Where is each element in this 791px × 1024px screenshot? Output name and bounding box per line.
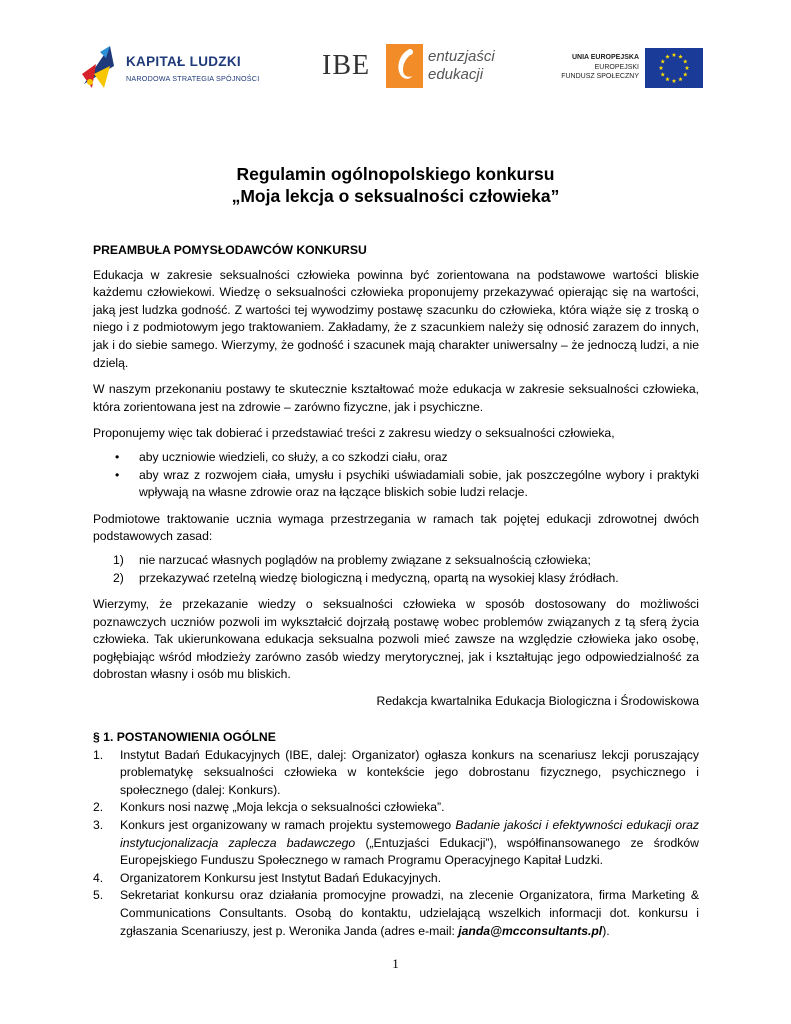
eu-star-icon xyxy=(665,77,670,81)
preamble-paragraph-3: Proponujemy więc tak dobierać i przedstawiać treści z zakresu wiedzy o seksualności człowieka, xyxy=(93,426,615,441)
list-item xyxy=(93,870,699,888)
list-number: 3. xyxy=(93,817,104,832)
eu-star-icon xyxy=(683,59,688,63)
eu-star-icon xyxy=(659,66,664,70)
preamble-bullet-list xyxy=(93,449,699,502)
eu-stars-icon xyxy=(645,48,703,88)
eu-star-icon xyxy=(660,59,665,63)
list-text: Konkurs nosi nazwę „Moja lekcja o seksualności człowieka”. xyxy=(120,800,445,815)
list-item xyxy=(93,570,699,588)
ibe-orange-mark xyxy=(386,44,423,88)
eu-logo xyxy=(560,48,705,90)
preamble-signature: Redakcja kwartalnika Edukacja Biologiczna i Środowiskowa xyxy=(376,694,699,709)
ibe-tagline-2: edukacji xyxy=(428,66,484,83)
eu-star-icon xyxy=(678,77,683,81)
eu-star-icon xyxy=(672,79,677,83)
eu-line-1: UNIA EUROPEJSKA xyxy=(571,54,639,61)
ibe-tagline-1: entuzjaści xyxy=(428,48,495,65)
list-text: Organizatorem Konkursu jest Instytut Badań Edukacyjnych. xyxy=(120,870,442,885)
preamble-section xyxy=(93,242,699,711)
logo-bar xyxy=(0,40,791,100)
ibe-name: IBE xyxy=(322,50,371,81)
section-1-heading: § 1. POSTANOWIENIA OGÓLNE xyxy=(93,730,276,744)
ibe-swirl-icon xyxy=(386,44,423,88)
list-text-a: Konkurs jest organizowany w ramach projektu systemowego xyxy=(120,817,456,832)
eu-flag-icon xyxy=(645,48,703,88)
list-text: Instytut Badań Edukacyjnych (IBE, dalej: Organizator) ogłasza konkurs na scenariusz lekcji poruszający problematykę seksualności człowieka w kontekście jego dobrostanu fizycznego, psychicznego i społecznego (dalej: Konkurs). xyxy=(120,747,699,797)
list-item xyxy=(93,887,699,940)
list-item xyxy=(93,817,699,870)
list-number: 4. xyxy=(93,870,104,885)
eu-star-icon xyxy=(678,54,683,58)
list-text: przekazywać rzetelną wiedzę biologiczną i medyczną, opartą na wysokiej klasy źródłach. xyxy=(139,570,619,585)
preamble-paragraph-1: Edukacja w zakresie seksualności człowieka powinna być zorientowana na podstawowe wartości bliskie każdemu człowiekowi. Wiedzę o seksualności człowieka proponujemy przekazywać opierając się na wartości, jaką jest ludzka godność. Z wartości tej wywodzimy postawę szacunku do człowieka, która wiąże się z troską o niego i z podmiotowym jego traktowaniem. Zakładamy, że z szacunkiem należy się odnosić zarazem do innych, jak i do siebie samego. Wierzymy, że godność i szacunek mają charakter uniwersalny – że jednoczą ludzi, a nie dzielą. xyxy=(93,267,699,370)
eu-line-2: EUROPEJSKI xyxy=(594,64,639,71)
list-item: • aby uczniowie wiedzieli, co służy, a co szkodzi ciału, oraz xyxy=(93,449,699,467)
kapital-ludzki-logo xyxy=(80,44,280,94)
eu-star-icon xyxy=(685,66,690,70)
document-title-line-2: „Moja lekcja o seksualności człowieka” xyxy=(231,186,560,206)
preamble-paragraph-4: Podmiotowe traktowanie ucznia wymaga przestrzegania w ramach tak pojętej edukacji zdrowotnej dwóch podstawowych zasad: xyxy=(93,511,699,544)
eu-star-icon xyxy=(672,53,677,57)
contact-email[interactable]: janda@mcconsultants.pl xyxy=(458,923,603,938)
list-item xyxy=(93,747,699,800)
kapital-ludzki-title: KAPITAŁ LUDZKI xyxy=(126,54,241,69)
project-name-italic: Badanie jakości i efektywności edukacji oraz instytucjonalizacja zaplecza badawczego xyxy=(120,817,700,850)
eu-line-3: FUNDUSZ SPOŁECZNY xyxy=(561,73,639,80)
list-text: nie narzucać własnych poglądów na problemy związane z seksualnością człowieka; xyxy=(139,552,591,567)
list-number: 5. xyxy=(93,888,104,903)
list-text-c: („Entuzjaści Edukacji”), współfinansowanego ze środków Europejskiego Funduszu Społecznego w ramach Programu Operacyjnego Kapitał Ludzki. xyxy=(120,835,699,868)
document-title-line-1: Regulamin ogólnopolskiego konkursu xyxy=(236,164,555,184)
kapital-ludzki-subtitle: NARODOWA STRATEGIA SPÓJNOŚCI xyxy=(126,74,260,83)
ibe-logo xyxy=(322,42,502,92)
page-number: 1 xyxy=(392,956,399,971)
list-number: 1. xyxy=(93,747,104,762)
section-1 xyxy=(93,729,699,940)
kapital-ludzki-emblem-icon xyxy=(80,44,122,90)
list-number: 2) xyxy=(113,570,124,585)
preamble-rules-list xyxy=(93,552,699,587)
list-text-c: ). xyxy=(602,923,610,938)
eu-star-icon xyxy=(683,72,688,76)
eu-star-icon xyxy=(660,72,665,76)
list-number: 2. xyxy=(93,800,104,815)
section-1-list xyxy=(93,747,699,941)
eu-star-icon xyxy=(665,54,670,58)
preamble-heading: PREAMBUŁA POMYSŁODAWCÓW KONKURSU xyxy=(93,243,367,257)
preamble-paragraph-2: W naszym przekonaniu postawy te skutecznie kształtować może edukacja w zakresie seksualności człowieka, która zorientowana jest na zdrowie – zarówno fizyczne, jak i psychiczne. xyxy=(93,382,699,414)
preamble-paragraph-5: Wierzymy, że przekazanie wiedzy o seksualności człowieka w sposób dostosowany do możliwości poznawczych uczniów pozwoli im wykształcić dojrzałą postawę wobec problemów związanych z tą sferą życia człowieka. Tak ukierunkowana edukacja seksualna pozwoli mieć zawsze na względzie człowieka jako osobę, pogłębiając wśród młodzieży zarówno zasób wiedzy merytorycznej, jak i kształtując jego odpowiedzialność za dobrostan własny i osób mu bliskich. xyxy=(93,597,699,682)
list-text-a: Sekretariat konkursu oraz działania promocyjne prowadzi, na zlecenie Organizatora, firma Marketing & Communications Consultants. Osobą do kontaktu, udzielającą wszelkich informacji dot. konkursu i zgłaszania Scenariuszy, jest p. Weronika Janda (adres e-mail: xyxy=(120,888,699,938)
list-item xyxy=(93,799,699,817)
list-item: • aby wraz z rozwojem ciała, umysłu i psychiki uświadamiali sobie, jak poszczególne wybory i praktyki wpływają na własne zdrowie oraz na łączące bliskich sobie ludzi relacje. xyxy=(93,467,699,502)
list-number: 1) xyxy=(113,552,124,567)
list-item xyxy=(93,552,699,570)
